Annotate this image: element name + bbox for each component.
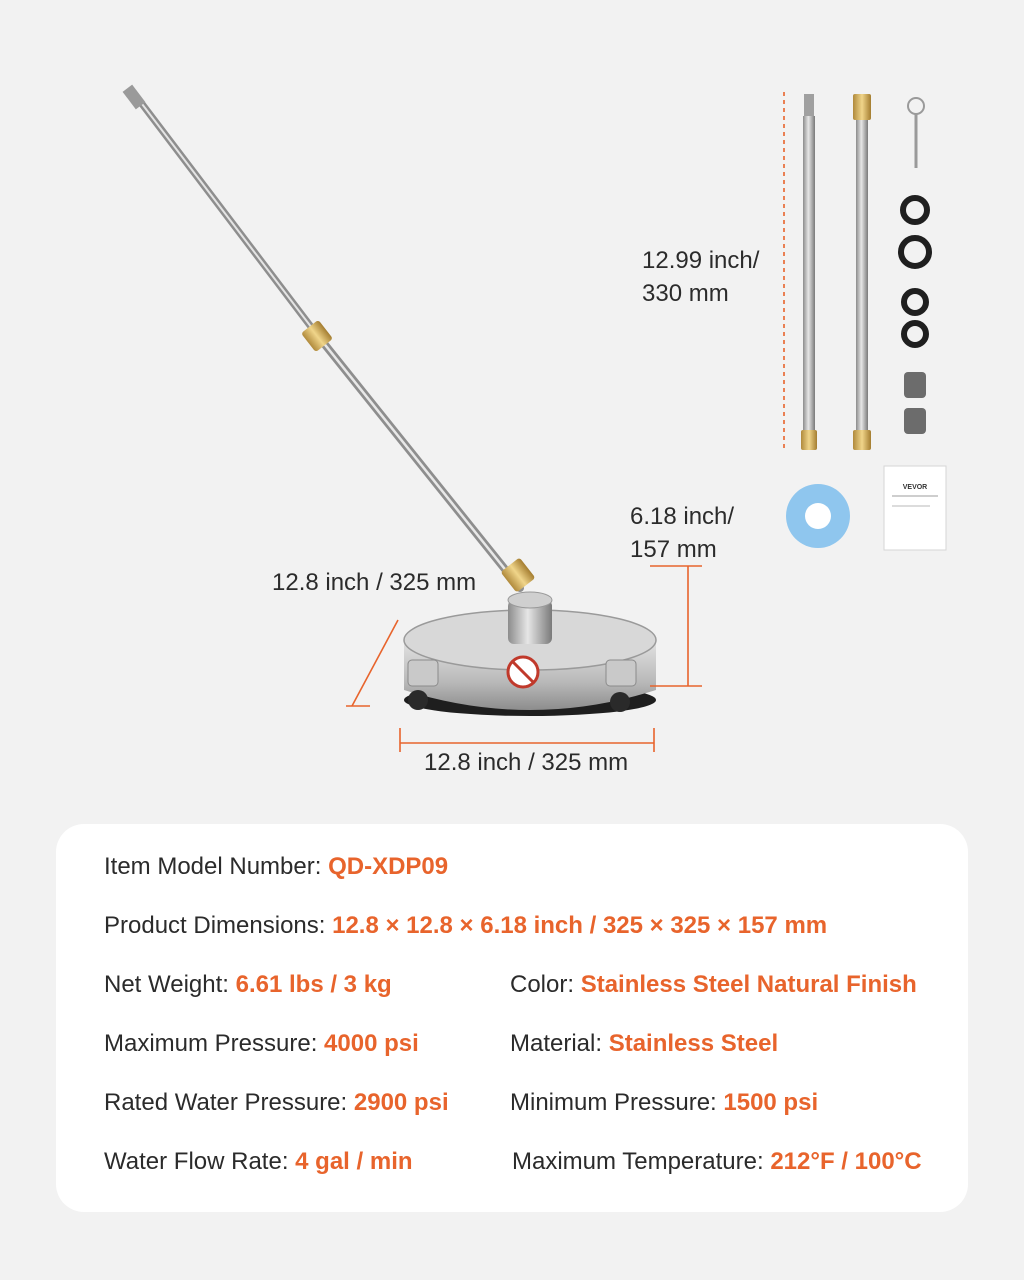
specifications-card bbox=[56, 824, 968, 1212]
spec-max-pressure: Maximum Pressure: 4000 psi bbox=[104, 1030, 419, 1057]
extension-rods bbox=[801, 94, 871, 450]
surface-cleaner bbox=[404, 592, 656, 716]
manual-brand-text: VEVOR bbox=[902, 484, 928, 491]
rod-length-label: 12.99 inch/ 330 mm bbox=[642, 247, 760, 307]
spec-flow-rate: Water Flow Rate: 4 gal / min bbox=[104, 1148, 413, 1175]
width-label: 12.8 inch / 325 mm bbox=[424, 749, 629, 776]
spec-model: Item Model Number: QD-XDP09 bbox=[104, 853, 449, 880]
spec-rated-pressure: Rated Water Pressure: 2900 psi bbox=[104, 1089, 449, 1116]
spec-color: Color: Stainless Steel Natural Finish bbox=[510, 971, 917, 998]
spec-max-temperature: Maximum Temperature: 212°F / 100°C bbox=[512, 1148, 922, 1175]
spec-material: Material: Stainless Steel bbox=[510, 1030, 779, 1057]
spec-dimensions: Product Dimensions: 12.8 × 12.8 × 6.18 inch / 325 × 325 × 157 mm bbox=[104, 912, 828, 939]
spec-min-pressure: Minimum Pressure: 1500 psi bbox=[510, 1089, 819, 1116]
height-label: 6.18 inch/ 157 mm bbox=[630, 503, 735, 563]
extension-wand bbox=[123, 85, 536, 593]
spec-net-weight: Net Weight: 6.61 lbs / 3 kg bbox=[104, 971, 392, 998]
depth-label: 12.8 inch / 325 mm bbox=[272, 569, 477, 596]
